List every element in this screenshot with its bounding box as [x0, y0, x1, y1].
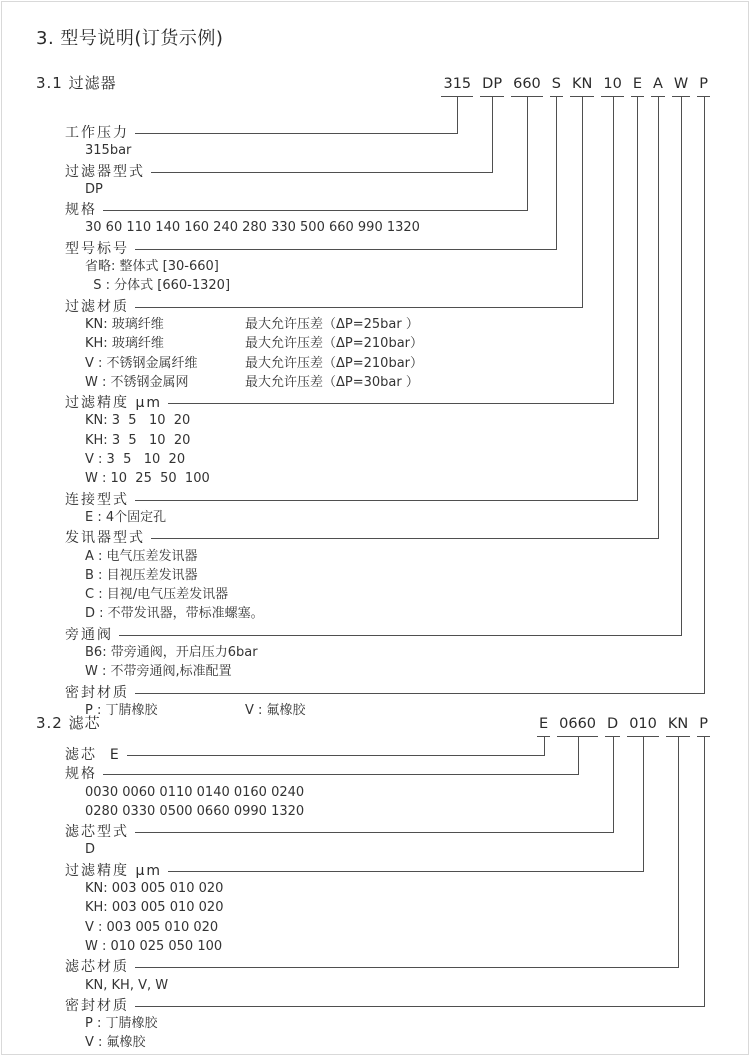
model-code-segment: 10 [601, 75, 623, 97]
entry-detail: 0030 0060 0110 0140 0160 0240 [85, 784, 305, 800]
model-code-segment: DP [480, 75, 504, 97]
entry-detail: P : 丁腈橡胶 [85, 1016, 158, 1032]
entry-detail-col: P : 丁腈橡胶 [85, 702, 158, 718]
model-code-segment: W [672, 75, 690, 97]
entry-label-row [65, 296, 710, 315]
entry-detail: C : 目视/电气压差发讯器 [85, 587, 229, 603]
model-code-segment: 0660 [557, 715, 598, 737]
model-code-segment: 315 [441, 75, 473, 97]
entry-detail-col: 最大允许压差（ΔP=30bar ） [245, 374, 419, 390]
entry-detail: V : 氟橡胶 [85, 1035, 146, 1051]
model-code-segment: KN [666, 715, 690, 737]
entry-label-row [65, 763, 710, 782]
model-code [441, 75, 710, 97]
entry-detail: KN, KH, V, W [85, 977, 169, 993]
model-code-segment: P [697, 75, 710, 97]
entry-detail: 省略: 整体式 [30-660] [85, 259, 219, 275]
entry-detail [85, 354, 710, 373]
entry-detail: V : 3 5 10 20 [85, 452, 186, 468]
entry-label: 旁通阀 [65, 626, 113, 643]
section-heading: 3.1 过滤器 [36, 74, 117, 92]
entry-label: 滤芯材质 [65, 959, 129, 976]
entry-detail [85, 373, 710, 392]
entry-detail-col: 最大允许压差（ΔP=25bar ） [245, 316, 419, 332]
entry-detail: 30 60 110 140 160 240 280 330 500 660 990 1320 [85, 220, 420, 236]
entry-detail: A : 电气压差发讯器 [85, 548, 198, 564]
entry-label: 过滤材质 [65, 298, 129, 315]
entry-label: 过滤器型式 [65, 163, 145, 180]
entry-detail: B6: 带旁通阀，开启压力6bar [85, 645, 258, 661]
entry-detail: KH: 3 5 10 20 [85, 432, 191, 448]
entry-list [65, 744, 710, 1053]
entry-label-row [65, 821, 710, 840]
entry-detail-col: 最大允许压差（ΔP=210bar） [245, 355, 424, 371]
entry-label-row [65, 489, 710, 508]
model-code-segment: E [631, 75, 644, 97]
model-section [36, 74, 710, 720]
entry-detail: B : 目视压差发讯器 [85, 567, 198, 583]
model-code-segment: D [605, 715, 620, 737]
entry-detail-col: KN: 玻璃纤维 [85, 316, 164, 332]
model-section [36, 714, 710, 1053]
model-code-segment: KN [570, 75, 594, 97]
entry-detail: KN: 003 005 010 020 [85, 881, 224, 897]
entry-label-row [65, 392, 710, 411]
entry-label: 过滤精度 μm [65, 862, 162, 879]
entry-detail: V : 003 005 010 020 [85, 919, 219, 935]
entry-label: 密封材质 [65, 997, 129, 1014]
entry-detail: W : 不带旁通阀,标准配置 [85, 664, 232, 680]
model-code-segment: P [697, 715, 710, 737]
entry-label-row [65, 122, 710, 141]
entry-label: 规格 [65, 202, 97, 219]
entry-label-row [65, 995, 710, 1014]
entry-detail [85, 334, 710, 353]
entry-detail-col: V : 不锈钢金属纤维 [85, 355, 198, 371]
entry-detail: KN: 3 5 10 20 [85, 413, 191, 429]
model-code-segment: S [550, 75, 563, 97]
entry-detail-col: W : 不锈钢金属网 [85, 374, 189, 390]
entry-label: 密封材质 [65, 684, 129, 701]
entry-label-row [65, 527, 710, 546]
model-code-segment: A [651, 75, 665, 97]
entry-detail: 0280 0330 0500 0660 0990 1320 [85, 803, 305, 819]
entry-detail-col: 最大允许压差（ΔP=210bar） [245, 336, 424, 352]
entry-label: 规格 [65, 766, 97, 783]
entry-label: 过滤精度 μm [65, 395, 162, 412]
entry-detail: KH: 003 005 010 020 [85, 900, 224, 916]
entry-label: 滤芯型式 [65, 824, 129, 841]
entry-detail [85, 315, 710, 334]
model-code-segment: 010 [627, 715, 659, 737]
model-code-segment: E [537, 715, 550, 737]
model-code [537, 715, 710, 737]
model-code-segment: 660 [511, 75, 543, 97]
entry-detail: W : 10 25 50 100 [85, 471, 210, 487]
entry-label: 工作压力 [65, 125, 129, 141]
entry-label-row [65, 744, 710, 763]
entry-label: 滤芯 E [65, 747, 121, 763]
entry-label-row [65, 682, 710, 701]
entry-detail: 315bar [85, 143, 132, 159]
entry-label-row [65, 199, 710, 218]
entry-detail: D : 不带发讯器，带标准螺塞。 [85, 606, 264, 622]
entry-detail: DP [85, 181, 103, 197]
entry-label-row [65, 956, 710, 975]
section-header [36, 74, 710, 97]
entry-list [65, 122, 710, 720]
page-title: 3. 型号说明(订货示例) [36, 28, 224, 49]
entry-label: 发讯器型式 [65, 530, 145, 547]
section-heading: 3.2 滤芯 [36, 714, 101, 732]
entry-label-row [65, 238, 710, 257]
section-header [36, 714, 710, 737]
entry-detail: S : 分体式 [660-1320] [85, 278, 231, 294]
entry-detail: D [85, 842, 96, 858]
entry-detail-col: V : 氟橡胶 [245, 702, 306, 718]
entry-detail: E : 4个固定孔 [85, 509, 167, 525]
entry-label: 型号标号 [65, 240, 129, 257]
entry-detail-col: KH: 玻璃纤维 [85, 336, 164, 352]
entry-label-row [65, 860, 710, 879]
entry-detail: W : 010 025 050 100 [85, 938, 223, 954]
entry-label-row [65, 624, 710, 643]
entry-label-row [65, 161, 710, 180]
entry-label: 连接型式 [65, 491, 129, 508]
